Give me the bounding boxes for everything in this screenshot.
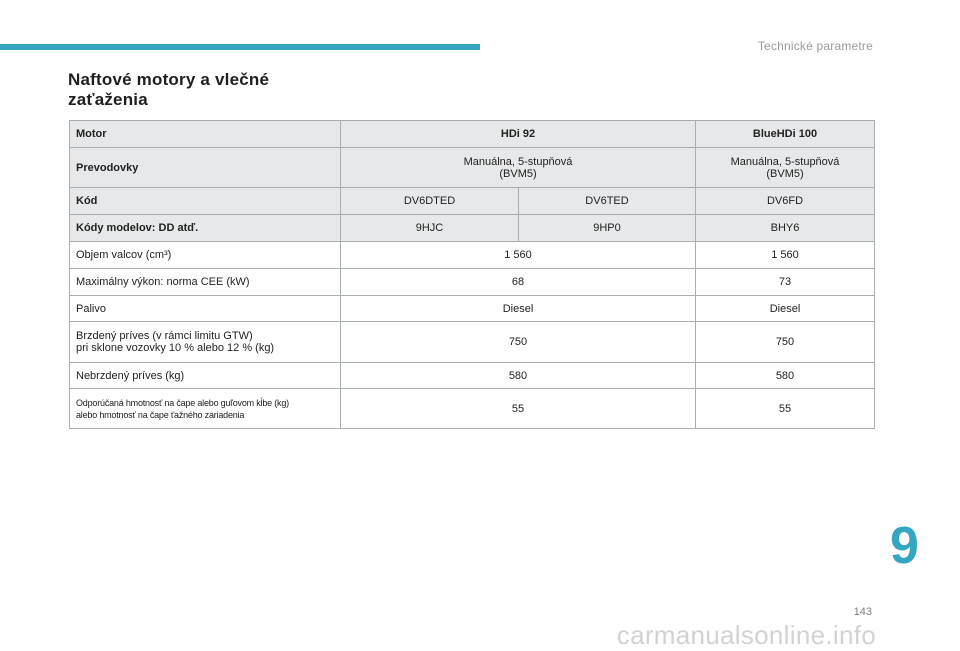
nose-weight-label-line1: Odporúčaná hmotnosť na čape alebo guľovom kĺbe (kg) <box>76 397 289 408</box>
cell-motor-hdi92: HDi 92 <box>341 121 696 148</box>
table-row-code <box>70 188 875 215</box>
table-row-model-codes <box>70 215 875 242</box>
nose-weight-label-line2: alebo hmotnosť na čape ťažného zariadenia <box>76 409 245 420</box>
chapter-number: 9 <box>890 517 919 575</box>
cell-max-power-bluehdi100: 73 <box>696 269 875 296</box>
table-row-fuel <box>70 296 875 322</box>
table-row-max-power <box>70 269 875 296</box>
row-label-fuel: Palivo <box>70 296 341 322</box>
table-row-nose-weight <box>70 389 875 429</box>
section-title: Technické parametre <box>757 39 873 53</box>
cell-unbraked-trailer-bluehdi100: 580 <box>696 363 875 389</box>
cell-nose-weight-hdi92: 55 <box>341 389 696 429</box>
cell-displacement-hdi92: 1 560 <box>341 242 696 269</box>
row-label-code: Kód <box>70 188 341 215</box>
header-accent-bar <box>0 44 480 50</box>
page-title <box>68 70 269 110</box>
page-title-line1: Naftové motory a vlečné <box>68 70 270 89</box>
row-label-motor: Motor <box>70 121 341 148</box>
row-label-displacement: Objem valcov (cm³) <box>70 242 341 269</box>
cell-motor-bluehdi100: BlueHDi 100 <box>696 121 875 148</box>
cell-gearbox-bluehdi100 <box>696 148 875 188</box>
table-row-motor <box>70 121 875 148</box>
cell-fuel-bluehdi100: Diesel <box>696 296 875 322</box>
cell-gearbox-bluehdi100-line1: Manuálna, 5-stupňová <box>730 155 840 168</box>
table-row-braked-trailer <box>70 322 875 363</box>
row-label-braked-trailer <box>70 322 341 363</box>
engine-spec-table <box>69 120 875 429</box>
cell-model-code-3: BHY6 <box>696 215 875 242</box>
cell-gearbox-hdi92 <box>341 148 696 188</box>
cell-code-1: DV6DTED <box>341 188 519 215</box>
table-row-displacement <box>70 242 875 269</box>
cell-unbraked-trailer-hdi92: 580 <box>341 363 696 389</box>
cell-nose-weight-bluehdi100: 55 <box>696 389 875 429</box>
table-row-unbraked-trailer <box>70 363 875 389</box>
page-number: 143 <box>853 606 872 618</box>
cell-code-2: DV6TED <box>519 188 696 215</box>
cell-gearbox-bluehdi100-line2: (BVM5) <box>766 167 804 180</box>
cell-braked-trailer-hdi92: 750 <box>341 322 696 363</box>
row-label-nose-weight <box>70 389 341 429</box>
table-row-gearbox <box>70 148 875 188</box>
cell-braked-trailer-bluehdi100: 750 <box>696 322 875 363</box>
watermark: carmanualsonline.info <box>616 620 876 650</box>
cell-max-power-hdi92: 68 <box>341 269 696 296</box>
braked-trailer-label-line1: Brzdený príves (v rámci limitu GTW) <box>76 330 253 342</box>
row-label-gearbox: Prevodovky <box>70 148 341 188</box>
cell-model-code-1: 9HJC <box>341 215 519 242</box>
cell-code-3: DV6FD <box>696 188 875 215</box>
cell-fuel-hdi92: Diesel <box>341 296 696 322</box>
row-label-max-power: Maximálny výkon: norma CEE (kW) <box>70 269 341 296</box>
cell-displacement-bluehdi100: 1 560 <box>696 242 875 269</box>
cell-gearbox-hdi92-line2: (BVM5) <box>499 167 537 180</box>
page-title-line2: zaťaženia <box>68 90 148 109</box>
row-label-model-codes: Kódy modelov: DD atď. <box>70 215 341 242</box>
cell-gearbox-hdi92-line1: Manuálna, 5-stupňová <box>463 155 573 168</box>
braked-trailer-label-line2: pri sklone vozovky 10 % alebo 12 % (kg) <box>76 342 275 354</box>
row-label-unbraked-trailer: Nebrzdený príves (kg) <box>70 363 341 389</box>
cell-model-code-2: 9HP0 <box>519 215 696 242</box>
